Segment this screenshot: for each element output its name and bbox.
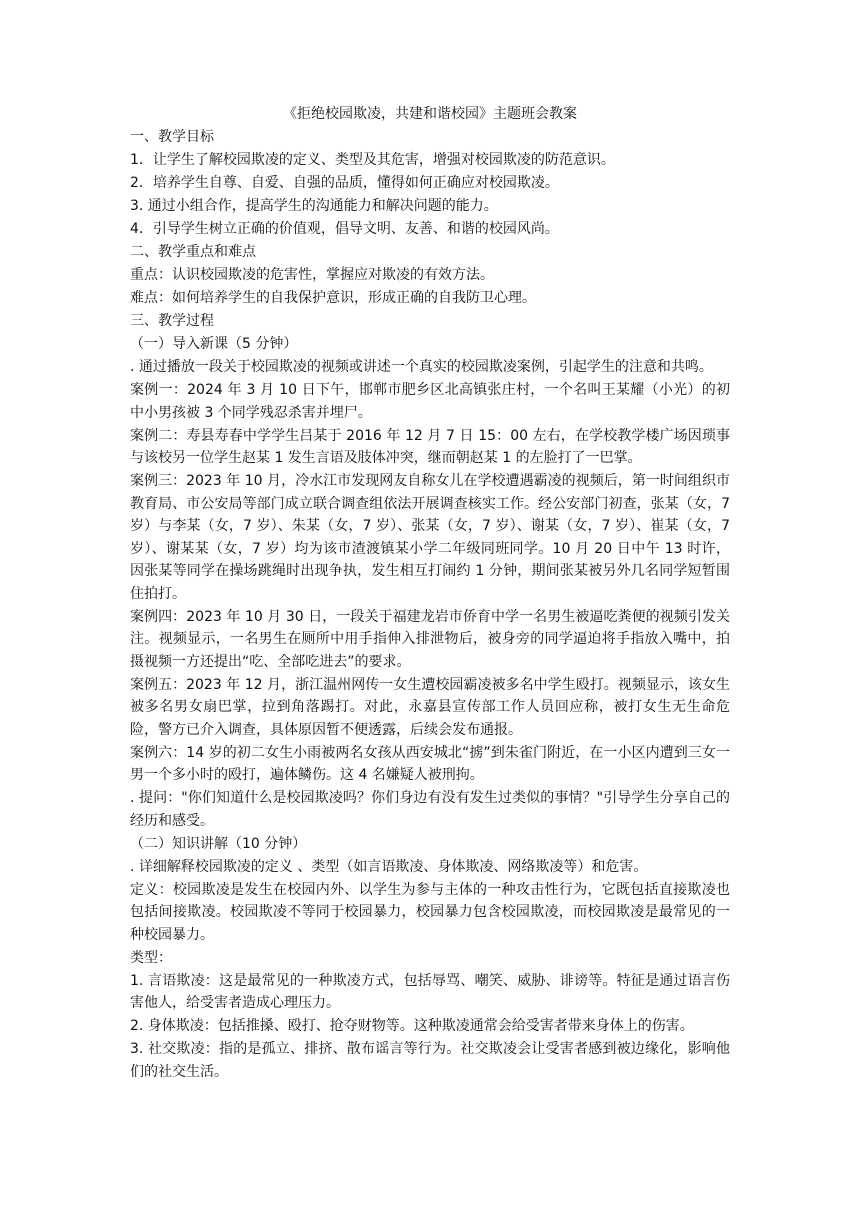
difficult-point: 难点：如何培养学生的自我保护意识，形成正确的自我防卫心理。 [130,290,536,306]
type-verbal: 1. 言语欺凌：这是最常见的一种欺凌方式，包括辱骂、嘲笑、威胁、诽谤等。特征是通过语言伤害他人，给受害者造成心理压力。 [130,972,730,1011]
case-3: 案例三：2023 年 10 月，冷水江市发现网友自称女儿在学校遭遇霸凌的视频后，第一时间组织市教育局、市公安局等部门成立联合调查组依法开展调查核实工作。经公安部门初查，张某（女，7 岁）与李某（女，7 岁）、朱某（女，7 岁）、张某（女，7 岁）、谢某（女，7 岁）、崔某（女，7 岁）、谢某某（女，7 岁）均为该市渣渡镇某小学二年级同班同学。10 月 20 日中午 13 时许，因张某等同学在操场跳绳时出现争执，发生相互打闹约 1 分钟，期间张某被另外几名同学短暂围住拍打。 [130,473,730,602]
document-title: 《拒绝校园欺凌，共建和谐校园》主题班会教案 [283,106,577,122]
key-point: 重点：认识校园欺凌的危害性，掌握应对欺凌的有效方法。 [130,267,494,283]
subheading-introduction: （一）导入新课（5 分钟） [130,336,298,352]
heading-teaching-goals: 一、教学目标 [130,129,214,145]
case-1: 案例一：2024 年 3 月 10 日下午，邯郸市肥乡区北高镇张庄村，一个名叫王某耀（小光）的初中小男孩被 3 个同学残忍杀害并埋尸。 [130,382,730,421]
explain-paragraph: . 详细解释校园欺凌的定义 、类型（如言语欺凌、身体欺凌、网络欺凌等）和危害。 [130,858,648,875]
goal-item-4: 4．引导学生树立正确的价值观，倡导文明、友善、和谐的校园风尚。 [130,221,559,237]
case-6: 案例六：14 岁的初二女生小雨被两名女孩从西安城北“掳”到朱雀门附近，在一小区内遭到三女一男一个多小时的殴打，遍体鳞伤。这 4 名嫌疑人被刑拘。 [130,744,730,783]
types-heading: 类型： [130,949,172,966]
type-physical: 2. 身体欺凌：包括推搡、殴打、抢夺财物等。这种欺凌通常会给受害者带来身体上的伤害。 [130,1018,694,1034]
subheading-knowledge: （二）知识讲解（10 分钟） [130,835,307,852]
case-4: 案例四：2023 年 10 月 30 日，一段关于福建龙岩市侨育中学一名男生被逼吃粪便的视频引发关注。视频显示，一名男生在厕所中用手指伸入排泄物后，被身旁的同学逼迫将手指放入嘴中，拍摄视频一方还提出“吃、全部吃进去”的要求。 [130,608,730,670]
intro-paragraph: . 通过播放一段关于校园欺凌的视频或讲述一个真实的校园欺凌案例，引起学生的注意和共鸣。 [130,359,713,375]
question-paragraph: . 提问："你们知道什么是校园欺凌吗？你们身边有没有发生过类似的事情？"引导学生分享自己的经历和感受。 [130,790,730,829]
heading-key-points: 二、教学重点和难点 [130,244,256,260]
goal-item-2: 2．培养学生自尊、自爱、自强的品质，懂得如何正确应对校园欺凌。 [130,175,559,191]
goal-item-3: 3. 通过小组合作，提高学生的沟通能力和解决问题的能力。 [130,198,498,214]
case-2: 案例二：寿县寿春中学学生吕某于 2016 年 12 月 7 日 15：00 左右，在学校教学楼广场因琐事与该校另一位学生赵某 1 发生言语及肢体冲突，继而朝赵某 1 的左脸打了一巴掌。 [130,427,730,466]
type-social: 3. 社交欺凌：指的是孤立、排挤、散布谣言等行为。社交欺凌会让受害者感到被边缘化，影响他们的社交生活。 [130,1041,730,1080]
heading-teaching-process: 三、教学过程 [130,313,214,329]
case-5: 案例五：2023 年 12 月，浙江温州网传一女生遭校园霸凌被多名中学生殴打。视频显示，该女生被多名男女扇巴掌，拉到角落踢打。对此，永嘉县宣传部工作人员回应称，被打女生无生命危险，警方已介入调查，具体原因暂不便透露，后续会发布通报。 [130,676,730,738]
goal-item-1: 1．让学生了解校园欺凌的定义、类型及其危害，增强对校园欺凌的防范意识。 [130,152,615,168]
definition-paragraph: 定义：校园欺凌是发生在校园内外、以学生为参与主体的一种攻击性行为，它既包括直接欺凌也包括间接欺凌。校园欺凌不等同于校园暴力，校园暴力包含校园欺凌，而校园欺凌是最常见的一种校园暴力。 [130,881,730,943]
